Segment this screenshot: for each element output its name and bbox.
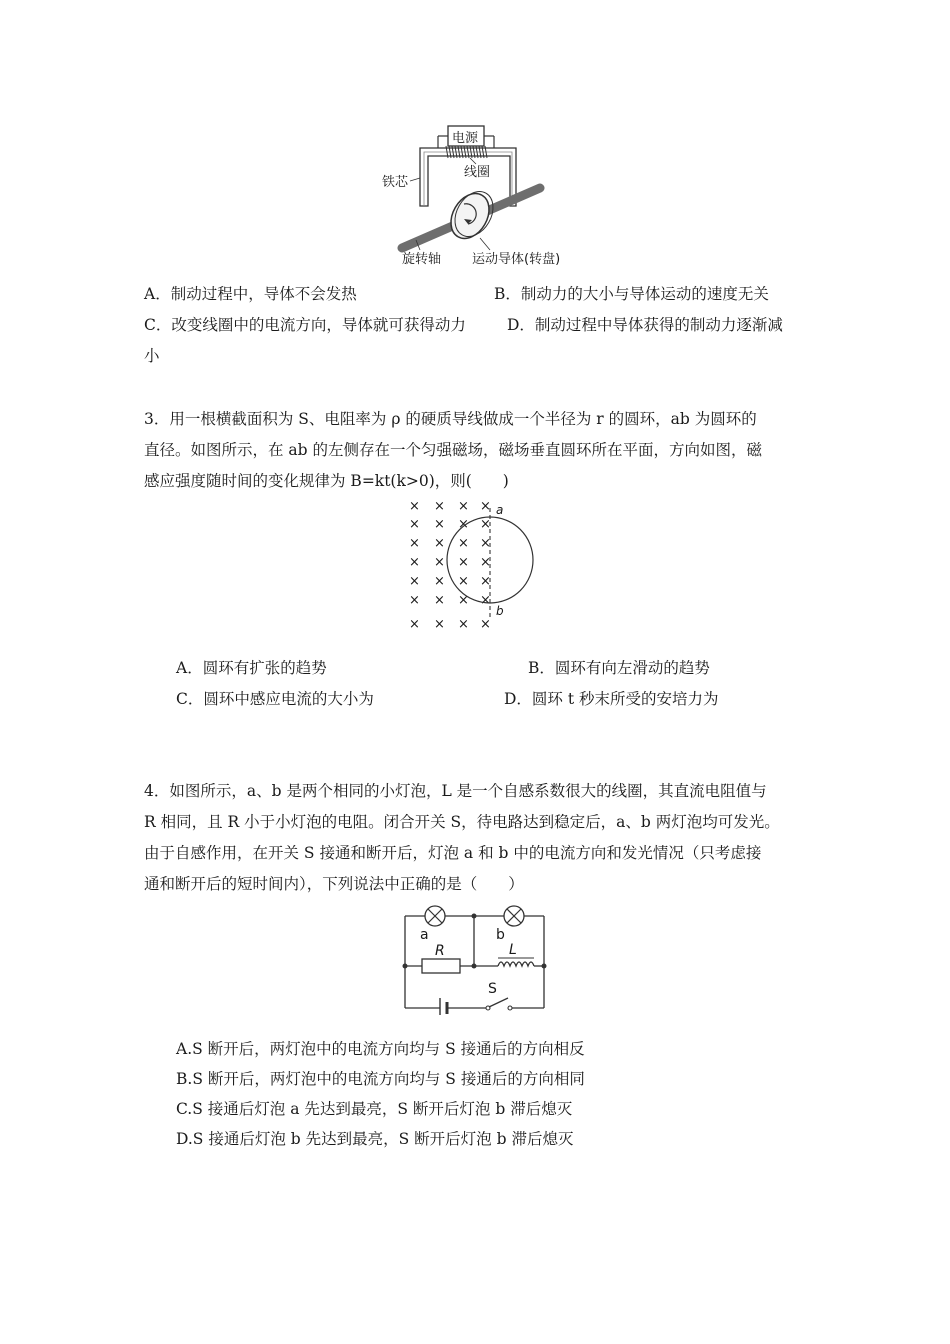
svg-text:×: × (480, 593, 491, 608)
coil-leader (470, 158, 476, 164)
q4-stem-line2: R 相同，且 R 小于小灯泡的电阻。闭合开关 S，待电路达到稳定后，a、b 两灯泡均可发光。 (144, 813, 780, 831)
q3-option-a: A．圆环有扩张的趋势 (176, 659, 327, 677)
switch-s (486, 998, 512, 1010)
coil-label: 线圈 (464, 165, 491, 180)
resistor-r (422, 959, 460, 973)
inductor-label: L (509, 942, 517, 958)
point-b-label: b (496, 604, 504, 618)
core-label: 铁芯 (382, 175, 409, 190)
lamp-a (425, 906, 445, 926)
svg-text:×: × (434, 574, 445, 589)
disc-leader (480, 238, 490, 250)
lamp-b (504, 906, 524, 926)
svg-text:×: × (480, 617, 491, 632)
q4-stem-line4: 通和断开后的短时间内），下列说法中正确的是（ ） (144, 875, 524, 893)
brake-figure (380, 118, 590, 273)
magnetic-field-ring-figure (404, 494, 544, 634)
q4-option-c: C.S 接通后灯泡 a 先达到最亮，S 断开后灯泡 b 滞后熄灭 (176, 1100, 573, 1118)
svg-text:×: × (434, 499, 445, 514)
svg-text:×: × (409, 574, 420, 589)
core-leader (410, 178, 420, 181)
svg-text:×: × (434, 536, 445, 551)
svg-text:×: × (409, 536, 420, 551)
q3-option-b: B．圆环有向左滑动的趋势 (528, 659, 710, 677)
svg-text:×: × (458, 536, 469, 551)
svg-text:×: × (480, 499, 491, 514)
svg-text:×: × (458, 617, 469, 632)
point-a-label: a (496, 503, 504, 517)
svg-text:×: × (434, 593, 445, 608)
q2-option-c: C．改变线圈中的电流方向，导体就可获得动力 (144, 316, 466, 334)
svg-text:×: × (480, 536, 491, 551)
q4-stem-line3: 由于自感作用，在开关 S 接通和断开后，灯泡 a 和 b 中的电流方向和发光情况（只考虑接 (144, 844, 762, 862)
svg-text:×: × (409, 499, 420, 514)
svg-text:×: × (409, 517, 420, 532)
svg-text:×: × (458, 499, 469, 514)
power-label: 电源 (452, 131, 479, 146)
shaft-label: 旋转轴 (402, 252, 442, 267)
resistor-label: R (435, 943, 445, 959)
svg-text:×: × (480, 574, 491, 589)
svg-text:×: × (434, 555, 445, 570)
svg-text:×: × (434, 517, 445, 532)
q2-option-d-line1: D．制动过程中导体获得的制动力逐渐减 (507, 316, 783, 334)
q3-stem-line1: 3．用一根横截面积为 S、电阻率为 ρ 的硬质导线做成一个半径为 r 的圆环，ab 为圆环的 (144, 410, 757, 428)
inductor-l (498, 962, 534, 966)
q3-stem-line2: 直径。如图所示，在 ab 的左侧存在一个匀强磁场，磁场垂直圆环所在平面，方向如图，磁 (144, 441, 763, 459)
q3-option-c: C．圆环中感应电流的大小为 (176, 690, 374, 708)
svg-text:×: × (409, 593, 420, 608)
svg-text:×: × (409, 617, 420, 632)
q2-option-d-line2: 小 (144, 347, 160, 365)
q4-option-a: A.S 断开后，两灯泡中的电流方向均与 S 接通后的方向相反 (176, 1040, 585, 1058)
svg-text:×: × (458, 555, 469, 570)
q3-stem-line3: 感应强度随时间的变化规律为 B=kt(k>0)，则( ) (144, 472, 509, 490)
q4-stem-line1: 4．如图所示，a、b 是两个相同的小灯泡，L 是一个自感系数很大的线圈，其直流电阻值与 (144, 782, 767, 800)
q4-option-b: B.S 断开后，两灯泡中的电流方向均与 S 接通后的方向相同 (176, 1070, 585, 1088)
svg-text:×: × (434, 617, 445, 632)
q4-option-d: D.S 接通后灯泡 b 先达到最亮，S 断开后灯泡 b 滞后熄灭 (176, 1130, 574, 1148)
lamp-a-label: a (420, 927, 429, 943)
self-inductance-circuit-figure (398, 900, 550, 1015)
q2-option-a: A．制动过程中，导体不会发热 (144, 285, 357, 303)
battery (440, 998, 447, 1015)
svg-text:×: × (458, 517, 469, 532)
svg-text:×: × (458, 574, 469, 589)
switch-label: S (488, 981, 497, 997)
svg-text:×: × (480, 555, 491, 570)
q3-option-d: D．圆环 t 秒末所受的安培力为 (504, 690, 719, 708)
q2-option-b: B．制动力的大小与导体运动的速度无关 (494, 285, 769, 303)
lamp-b-label: b (496, 927, 505, 943)
svg-text:×: × (409, 555, 420, 570)
svg-text:×: × (458, 593, 469, 608)
disc-label: 运动导体(转盘) (472, 252, 561, 267)
svg-text:×: × (480, 517, 491, 532)
